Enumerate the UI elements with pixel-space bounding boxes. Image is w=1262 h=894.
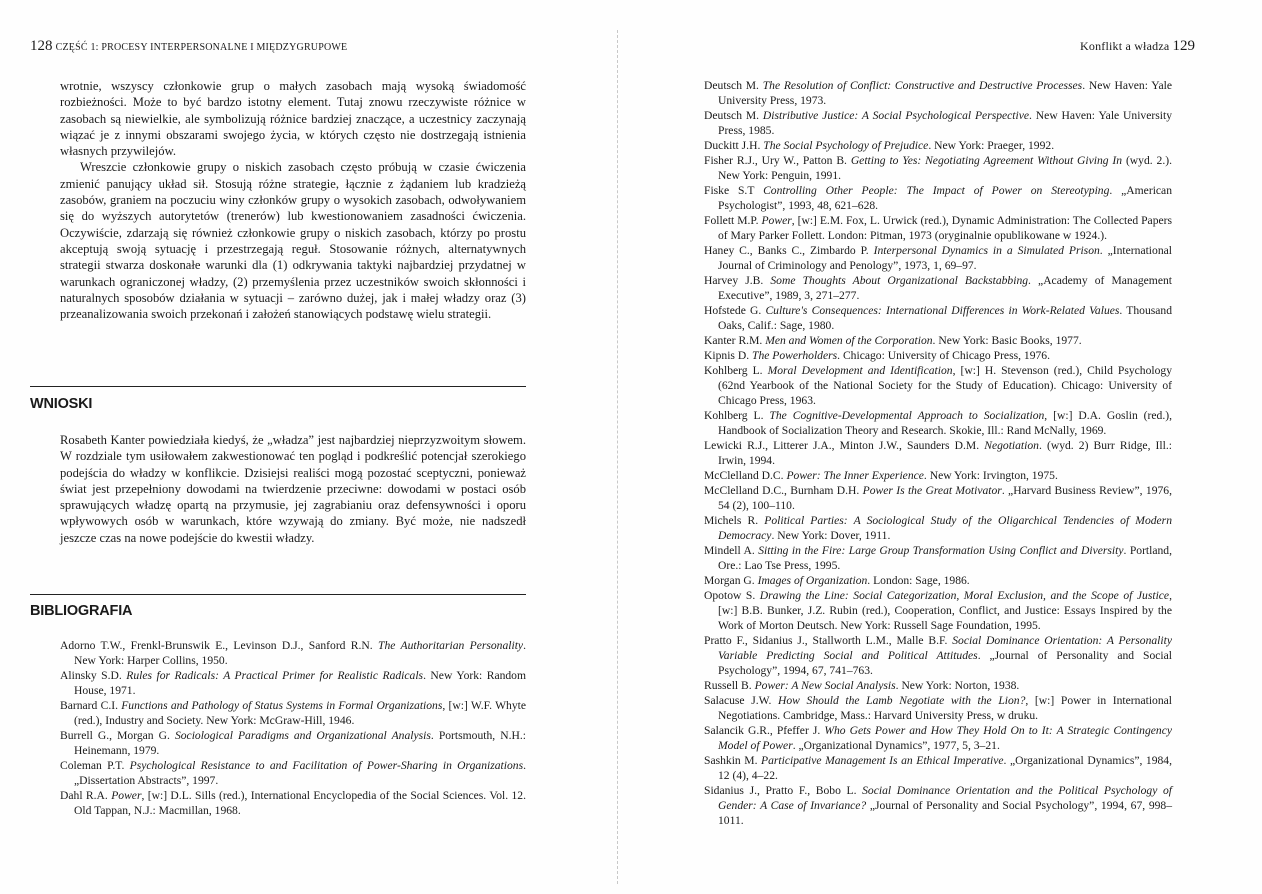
entry-authors: Fisher R.J., Ury W., Patton B. [704,154,851,167]
entry-title: Controlling Other People: The Impact of Power on Stereotyping [763,184,1110,197]
bibliography-entry [60,638,526,668]
entry-title: Social Dominance Orientation: A Personality Variable Predicting Social and Political Attitudes [718,634,1172,662]
bibliography-entry [704,783,1172,828]
entry-authors: Salancik G.R., Pfeffer J. [704,724,825,737]
entry-authors: Harvey J.B. [704,274,771,287]
chapter-title: CZĘŚĆ 1: PROCESY INTERPERSONALNE I MIĘDZYGRUPOWE [55,42,348,53]
entry-authors: Alinsky S.D. [60,669,127,682]
bibliography-entry [704,138,1172,153]
entry-authors: Dahl R.A. [60,789,112,802]
entry-source: . New York: Harper Collins, 1950. [74,639,526,667]
entry-authors: Kohlberg L. [704,409,770,422]
entry-source: . London: Sage, 1986. [867,574,970,587]
entry-authors: Coleman P.T. [60,759,130,772]
entry-title: Moral Development and Identification [767,364,953,377]
entry-source: . New Haven: Yale University Press, 1973. [718,79,1172,107]
bibliography-entry [704,588,1172,633]
paragraph: wrotnie, wszyscy członkowie grup o małych zasobach mają wysoką świadomość rozbieżności. Może to być bardzo istotny element. Tutaj znowu rzeczywiste różnice w zasobach są niewielkie, ale symbolizują różnice bardziej znaczące, a uczestnicy zaczynają wiązać je z innymi obszarami swojego życia, w których często nie dostrzegają istnienia własnych przywilejów. [60,79,526,159]
page-gutter [617,30,618,884]
entry-source: . „Harvard Business Review”, 1976, 54 (2), 100–110. [718,484,1172,512]
entry-source: . „Journal of Personality and Social Psychology”, 1994, 67, 741–763. [718,649,1172,677]
bibliography-list-right [704,78,1172,828]
bibliography-entry [704,543,1172,573]
entry-source: . New York: Basic Books, 1977. [932,334,1082,347]
bibliography-entry [704,573,1172,588]
entry-title: Participative Management Is an Ethical Imperative [761,754,1004,767]
chapter-title: Konflikt a władza [1080,39,1170,53]
entry-source: . Thousand Oaks, Calif.: Sage, 1980. [718,304,1172,332]
entry-source: . „Organizational Dynamics”, 1984, 12 (4), 4–22. [718,754,1173,782]
entry-authors: Kipnis D. [704,349,752,362]
entry-source: . „Organizational Dynamics”, 1977, 5, 3–21. [792,739,1000,752]
bibliography-entry [704,408,1172,438]
entry-title: Power: A New Social Analysis [754,679,896,692]
entry-authors: McClelland D.C. [704,469,787,482]
entry-title: Culture's Consequences: International Differences in Work-Related Values [765,304,1120,317]
entry-authors: Pratto F., Sidanius J., Stallworth L.M., Malle B.F. [704,634,953,647]
entry-source: , [w:] W.F. Whyte (red.), Industry and Society. New York: McGraw-Hill, 1946. [74,699,526,727]
bibliography-entry [704,633,1172,678]
bibliography-entry [704,678,1172,693]
paragraph: Wreszcie członkowie grupy o niskich zasobach często próbują w czasie ćwiczenia zmienić panujący układ sił. Stosują różne strategie, łącznie z żądaniem lub kradzieżą zasobów, graniem na poczuciu winy członków grupy o wysokich zasobach, odwoływaniem się do wyższych autorytetów (trenerów) lub kwestionowaniem zasadności ćwiczenia. Oczywiście, zdarzają się również członkowie grupy o niskich zasobach, którzy po prostu akceptują swoją sytuację i przestrzegają reguł. Stosowanie różnych, alternatywnych strategii stwarza doskonałe warunki dla (1) odkrywania taktyki najbardziej przydatnej w warunkach ograniczonej władzy, (2) przemyślenia przez uczestników swoich skłonności i naturalnych sposobów działania w sytuacji – zarówno dużej, jak i małej władzy oraz (3) przeanalizowania swoich przekonań i założeń stanowiących podstawę wielu strategii. [60,160,526,322]
entry-authors: Deutsch M. [704,109,763,122]
entry-title: Power: The Inner Experience [786,469,924,482]
entry-authors: Fiske S.T [704,184,764,197]
entry-source: , [w:] D.L. Sills (red.), International Encyclopedia of the Social Sciences. Vol. 12. Old Tappan, N.J.: Macmillan, 1968. [74,789,526,817]
entry-title: Distributive Justice: A Social Psychological Perspective [762,109,1030,122]
entry-authors: Sashkin M. [704,754,762,767]
entry-source: , [w:] Power in International Negotiations. Cambridge, Mass.: Harvard University Press, w druku. [718,694,1172,722]
bibliography-list-left [60,638,526,818]
heading-bibliografia: BIBLIOGRAFIA [30,603,133,619]
entry-authors: Morgan G. [704,574,758,587]
paragraph: Rosabeth Kanter powiedziała kiedyś, że „władza” jest najbardziej nieprzyzwoitym słowem. W rozdziale tym usiłowałem zakwestionować ten pogląd i podkreślić potencjał szerokiego podejścia do władzy w konflikcie. Dzisiejsi realiści mogą pozostać sceptyczni, ponieważ świat jest przepełniony dowodami na twierdzenie przeciwne: dowodami w postaci osób sprawujących władzę opartą na przymusie, jej zagrabianiu oraz defensywności i oporu wpływowych osób w warunkach, które wzywają do zmiany. Być może, nie nadszedł jeszcze czas na nowe podejście do kwestii władzy. [60,433,526,545]
entry-title: Drawing the Line: Social Categorization, Moral Exclusion, and the Scope of Justice [759,589,1170,602]
entry-title: Sociological Paradigms and Organizational Analysis [174,729,431,742]
entry-source: . „American Psychologist”, 1993, 48, 621–628. [718,184,1173,212]
entry-source: . New Haven: Yale University Press, 1985. [718,109,1172,137]
entry-authors: Salacuse J.W. [704,694,779,707]
entry-source: . Chicago: University of Chicago Press, 1976. [837,349,1050,362]
bibliography-entry [60,698,526,728]
entry-source: „Journal of Personality and Social Psychology”, 1994, 67, 998–1011. [718,799,1173,827]
entry-source: . Portland, Ore.: Lao Tse Press, 1995. [718,544,1173,572]
entry-title: Interpersonal Dynamics in a Simulated Prison [873,244,1100,257]
page-number-right: 129 [1172,38,1195,54]
entry-authors: Russell B. [704,679,755,692]
entry-authors: Follett M.P. [704,214,762,227]
bibliography-entry [704,753,1172,783]
entry-authors: Haney C., Banks C., Zimbardo P. [704,244,874,257]
entry-source: . New York: Praeger, 1992. [928,139,1055,152]
bibliography-entry [704,333,1172,348]
entry-authors: Hofstede G. [704,304,766,317]
running-head-right [1080,38,1195,55]
entry-authors: Barnard C.I. [60,699,122,712]
entry-authors: Kohlberg L. [704,364,768,377]
entry-authors: Kanter R.M. [704,334,766,347]
entry-title: Sitting in the Fire: Large Group Transformation Using Conflict and Diversity [758,544,1124,557]
bibliography-entry [704,348,1172,363]
page-number-left: 128 [30,38,53,54]
entry-authors: Lewicki R.J., Litterer J.A., Minton J.W., Saunders D.M. [704,439,985,452]
entry-authors: Burrell G., Morgan G. [60,729,175,742]
bibliography-entry [704,693,1172,723]
entry-source: , [w:] D.A. Goslin (red.), Handbook of Socialization Theory and Research. Skokie, Ill.: Rand McNally, 1969. [718,409,1173,437]
entry-title: Who Gets Power and How They Hold On to It: A Strategic Contingency Model of Power [718,724,1172,752]
entry-title: Negotiation [984,439,1039,452]
entry-authors: McClelland D.C., Burnham D.H. [704,484,863,497]
entry-source: . Portsmouth, N.H.: Heinemann, 1979. [74,729,526,757]
entry-authors: Duckitt J.H. [704,139,764,152]
entry-title: Images of Organization [757,574,868,587]
running-head-left [30,38,347,55]
bibliography-entry [704,213,1172,243]
entry-title: The Resolution of Conflict: Constructive and Destructive Processes [762,79,1083,92]
entry-title: Getting to Yes: Negotiating Agreement Without Giving In [850,154,1123,167]
entry-source: , [w:] H. Stevenson (red.), Child Psychology (62nd Yearbook of the National Society for the Study of Education). Chicago: University of Chicago Press, 1963. [718,364,1172,407]
entry-title: Power [111,789,142,802]
right-page [622,0,1262,894]
bibliography-entry [704,108,1172,138]
entry-source: . New York: Random House, 1971. [74,669,526,697]
heading-wnioski: WNIOSKI [30,396,93,412]
bibliography-entry [60,728,526,758]
entry-title: The Authoritarian Personality [378,639,524,652]
entry-authors: Adorno T.W., Frenkl-Brunswik E., Levinson D.J., Sanford R.N. [60,639,379,652]
entry-source: . (wyd. 2) Burr Ridge, Ill.: Irwin, 1994. [718,439,1172,467]
entry-title: The Cognitive-Developmental Approach to Socialization [769,409,1045,422]
conclusions-text [60,432,526,546]
bibliography-entry [704,78,1172,108]
entry-source: . New York: Irvington, 1975. [923,469,1058,482]
entry-source: . „Academy of Management Executive”, 1989, 3, 271–277. [718,274,1172,302]
entry-title: Power [761,214,792,227]
body-text [60,78,526,322]
entry-title: Psychological Resistance to and Facilitation of Power-Sharing in Organizations [129,759,524,772]
left-page [0,0,612,894]
section-rule [30,594,526,595]
entry-title: Political Parties: A Sociological Study of the Oligarchical Tendencies of Modern Democracy [718,514,1172,542]
entry-title: Rules for Radicals: A Practical Primer for Realistic Radicals [126,669,424,682]
bibliography-entry [60,668,526,698]
entry-source: . „Dissertation Abstracts”, 1997. [74,759,526,787]
entry-source: , [w:] B.B. Bunker, J.Z. Rubin (red.), Cooperation, Conflict, and Justice: Essays Inspired by the Work of Morton Deutsch. New York: Russell Sage Foundation, 1995. [718,589,1172,632]
bibliography-entry [704,183,1172,213]
bibliography-entry [60,788,526,818]
bibliography-entry [704,273,1172,303]
section-rule [30,386,526,387]
entry-title: The Powerholders [752,349,838,362]
entry-source: . New York: Norton, 1938. [895,679,1020,692]
entry-authors: Opotow S. [704,589,760,602]
entry-title: How Should the Lamb Negotiate with the Lion? [778,694,1026,707]
bibliography-entry [704,243,1172,273]
entry-title: Some Thoughts About Organizational Backstabbing [770,274,1029,287]
bibliography-entry [704,513,1172,543]
bibliography-entry [704,303,1172,333]
entry-authors: Deutsch M. [704,79,763,92]
bibliography-entry [704,483,1172,513]
entry-title: Men and Women of the Corporation [765,334,933,347]
entry-authors: Mindell A. [704,544,759,557]
bibliography-entry [704,468,1172,483]
entry-source: , [w:] E.M. Fox, L. Urwick (red.), Dynamic Administration: The Collected Papers of Mary Parker Follett. London: Pitman, 1973 (oryginalnie opublikowane w 1924.). [718,214,1173,242]
bibliography-entry [704,153,1172,183]
entry-authors: Michels R. [704,514,765,527]
entry-authors: Sidanius J., Pratto F., Bobo L. [704,784,863,797]
bibliography-entry [704,723,1172,753]
entry-source: . „International Journal of Criminology and Penology”, 1973, 1, 69–97. [718,244,1172,272]
entry-title: Functions and Pathology of Status Systems in Formal Organizations [121,699,443,712]
entry-title: Social Dominance Orientation and the Political Psychology of Gender: A Case of Invariance? [718,784,1172,812]
entry-source: (wyd. 2.). New York: Penguin, 1991. [718,154,1172,182]
entry-title: The Social Psychology of Prejudice [763,139,929,152]
entry-source: . New York: Dover, 1911. [771,529,891,542]
bibliography-entry [60,758,526,788]
entry-title: Power Is the Great Motivator [862,484,1002,497]
bibliography-entry [704,363,1172,408]
bibliography-entry [704,438,1172,468]
